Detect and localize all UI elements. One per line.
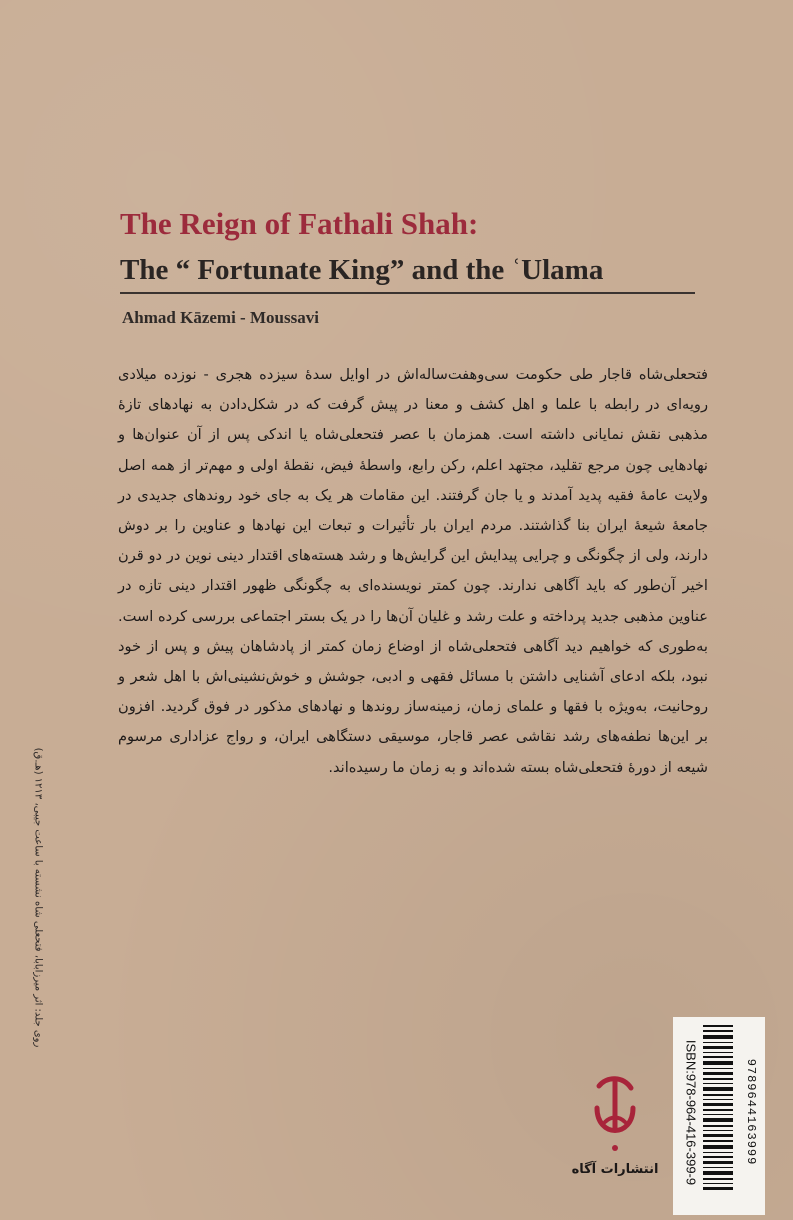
book-description: فتحعلی‌شاه قاجار طی حکومت سی‌وهفت‌ساله‌اش در اوایل سدهٔ سیزده هجری - نوزده میلادی رویه‌ای در رابطه با علما و اهل کشف و معنا در پیش گرفت که در شکل‌دادن به نهادهای تازهٔ مذهبی نقش نمایانی داشته است. همزمان با عصر فتحعلی‌شاه یا اندکی پس از آن عنوان‌ها و نهادهایی چون مرجع تقلید، مجتهد اعلم، رکن رابع، واسطهٔ فیض، نقطهٔ اولی و مهم‌تر از همه اصل ولایت عامهٔ فقیه پدید آمدند و یا جان گرفتند. این مقامات هر یک به جای خود روندهای جدیدی در جامعهٔ شیعهٔ ایران بنا گذاشتند. مردم ایران بار تأثیرات و تبعات این نهادها و عناوین را بر دوش دارند، ولی از چگونگی و چرایی پیدایش این گرایش‌ها و رشد هسته‌های اقتدار دینی نوین در دو قرن اخیر آن‌طور که باید آگاهی ندارند. چون کمتر نویسنده‌ای به چگونگی ظهور اقتدار دینی تازه در عناوین مذهبی جدید پرداخته و علت رشد و غلیان آن‌ها را در یک بستر اجتماعی بررسی کرده است. به‌طوری که خواهیم دید آگاهی فتحعلی‌شاه از اوضاع زمان کمتر از پادشاهان پیش و پس از خود نبود، بلکه ادعای آشنایی داشتن با مسائل فقهی و ادبی، جوشش و خوش‌نشینی‌اش با اهل شعر و روحانیت، به‌ویژه با فقها و علمای زمان، زمینه‌ساز روندها و نهادهای مذکور در فوق گردید. افزون بر این‌ها نطفه‌های رشد نقاشی عصر قاجار، موسیقی دستگاهی ایران، و رواج عزاداری مرسوم شیعه از دورهٔ فتحعلی‌شاه بسته شده‌اند و به زمان ما رسیده‌اند. — [118, 366, 708, 776]
publisher-logo-icon — [585, 1068, 645, 1158]
cover-image-credit — [30, 620, 46, 1180]
publisher-name: انتشارات آگاه — [571, 1162, 659, 1177]
book-subtitle: The “ Fortunate King” and the ʿUlama — [120, 254, 604, 286]
title-block — [120, 205, 700, 287]
isbn-text: ISBN:978-964-416-399-9 — [683, 1039, 699, 1186]
title-divider — [120, 292, 695, 294]
isbn-number — [681, 1017, 701, 1215]
cover-image-credit-text: روی جلد: اثر میرزابابا، فتحعلی شاه نشسته با ساعت جیبی، ۱۲۱۳ (هـ.ق) — [32, 747, 44, 1048]
author-name: Ahmad Kāzemi - Moussavi — [122, 308, 319, 327]
barcode-label — [673, 1017, 765, 1215]
barcode-digits — [741, 1017, 761, 1215]
book-title: The Reign of Fathali Shah: — [120, 206, 479, 241]
barcode-digits-text: 9789644163999 — [744, 1058, 758, 1166]
